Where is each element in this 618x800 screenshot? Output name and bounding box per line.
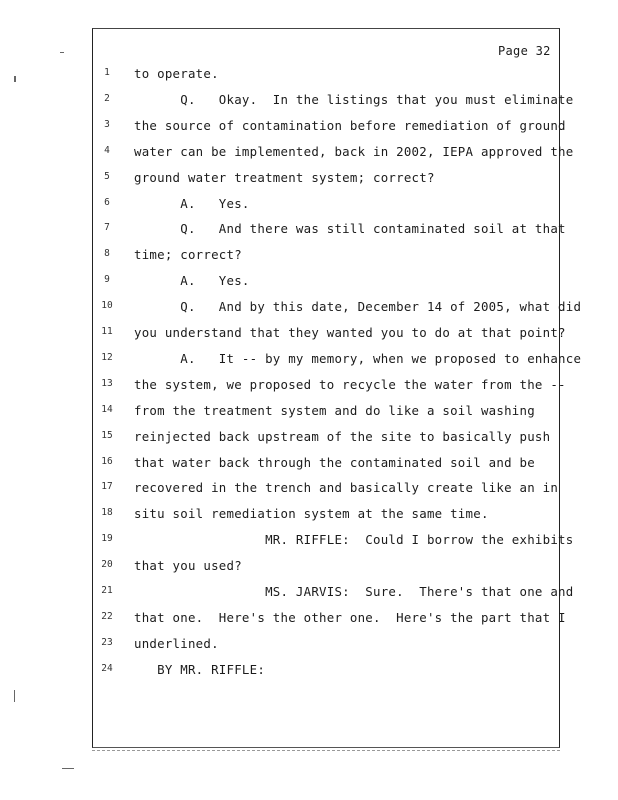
line-number: 12 (101, 351, 113, 363)
transcript-line: that one. Here's the other one. Here's the part that I (134, 609, 566, 625)
transcript-line: the system, we proposed to recycle the water from the -- (134, 376, 566, 392)
transcript-line: situ soil remediation system at the same time. (134, 506, 489, 522)
line-number: 6 (104, 196, 110, 208)
line-number: 2 (104, 92, 110, 104)
margin-mark (60, 52, 64, 53)
margin-mark (14, 690, 15, 702)
transcript-line: reinjected back upstream of the site to basically push (134, 428, 551, 444)
line-number: 16 (101, 455, 113, 467)
transcript-line: the source of contamination before remediation of ground (134, 117, 566, 133)
line-number: 4 (104, 144, 110, 156)
line-number: 15 (101, 429, 113, 441)
transcript-line: Q. And there was still contaminated soil at that (134, 221, 566, 237)
transcript-line: water can be implemented, back in 2002, IEPA approved the (134, 143, 574, 159)
margin-mark (62, 768, 74, 769)
line-number: 24 (101, 662, 113, 674)
transcript-line: Q. Okay. In the listings that you must eliminate (134, 91, 574, 107)
transcript-line: BY MR. RIFFLE: (134, 661, 266, 677)
line-number: 21 (101, 585, 113, 596)
line-number: 13 (101, 377, 113, 389)
transcript-line: recovered in the trench and basically create like an in (134, 480, 559, 496)
line-number: 19 (101, 533, 113, 545)
line-number: 23 (101, 636, 113, 648)
transcript-line: from the treatment system and do like a soil washing (134, 402, 535, 418)
line-number: 20 (101, 559, 113, 571)
transcript-line: to operate. (134, 66, 219, 81)
transcript-line: A. It -- by my memory, when we proposed to enhance (134, 350, 582, 366)
line-number: 8 (104, 248, 110, 260)
bottom-rule (92, 750, 560, 751)
margin-mark (14, 76, 16, 82)
transcript-line: that water back through the contaminated soil and be (134, 454, 535, 470)
line-number: 1 (104, 67, 110, 78)
line-number: 10 (101, 300, 113, 312)
transcript-line: ground water treatment system; correct? (134, 169, 435, 185)
transcript-line: MR. RIFFLE: Could I borrow the exhibits (134, 532, 574, 548)
line-number: 17 (101, 481, 113, 493)
transcript-line: MS. JARVIS: Sure. There's that one and (134, 584, 574, 599)
line-number: 7 (104, 222, 110, 234)
transcript-line: A. Yes. (134, 273, 250, 289)
page-number: Page 32 (498, 44, 551, 58)
line-number: 9 (104, 274, 110, 286)
line-number: 14 (101, 403, 113, 415)
transcript-line: you understand that they wanted you to do at that point? (134, 325, 566, 340)
line-number: 18 (101, 507, 113, 519)
line-number: 11 (101, 326, 113, 337)
line-number: 22 (101, 610, 113, 622)
transcript-line: time; correct? (134, 247, 242, 263)
transcript-line: that you used? (134, 558, 242, 574)
transcript-line: underlined. (134, 635, 219, 651)
transcript-line: A. Yes. (134, 195, 250, 211)
line-number: 3 (104, 118, 110, 130)
transcript-line: Q. And by this date, December 14 of 2005, what did (134, 299, 582, 315)
line-number: 5 (104, 170, 110, 182)
